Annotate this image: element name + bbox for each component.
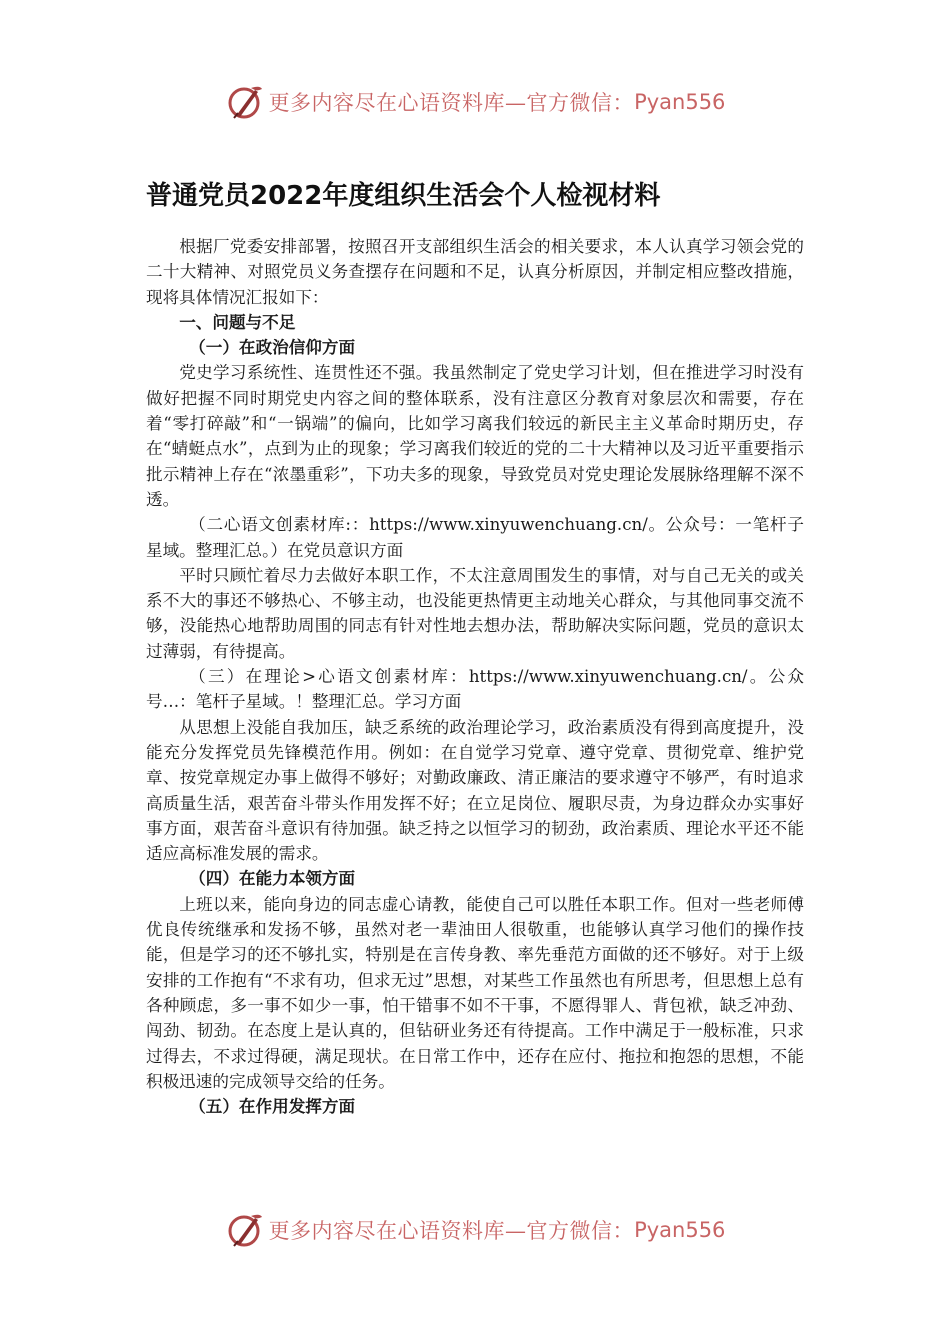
subsection-heading: （二心语文创素材库:：https://www.xinyuwenchuang.cn/。公众号：一笔杆子星域。整理汇总。）在党员意识方面 (146, 515, 804, 560)
banner-text: 更多内容尽在心语资料库—官方微信： (268, 1219, 635, 1243)
subsection-heading: （五）在作用发挥方面 (189, 1096, 356, 1117)
subsection-heading: （四）在能力本领方面 (189, 868, 356, 889)
body-paragraph: 从思想上没能自我加压，缺乏系统的政治理论学习，政治素质没有得到高度提升，没能充分发挥党员先锋模范作用。例如：在自觉学习党章、遵守党章、贯彻党章、维护党章、按党章规定办事上做得不够好；对勤政廉政、清正廉洁的要求遵守不够严，有时追求高质量生活，艰苦奋斗带头作用发挥不好；在立足岗位、履职尽责，为身边群众办实事好事方面，艰苦奋斗意识有待加强。缺乏持之以恒学习的韧劲，政治素质、理论水平还不能适应高标准发展的需求。 (146, 717, 804, 864)
intro-paragraph: 根据厂党委安排部署，按照召开支部组织生活会的相关要求，本人认真学习领会党的二十大精神、对照党员义务查摆存在问题和不足，认真分析原因，并制定相应整改措施，现将具体情况汇报如下： (146, 237, 804, 307)
body-paragraph: 平时只顾忙着尽力去做好本职工作，不太注意周围发生的事情，对与自己无关的或关系不大的事还不够热心、不够主动，也没能更热情更主动地关心群众，与其他同事交流不够，没能热心地帮助周围的同志有针对性地去想办法，帮助解决实际问题，党员的意识太过薄弱，有待提高。 (146, 565, 804, 661)
document-title: 普通党员2022年度组织生活会个人检视材料 (146, 181, 661, 211)
header-watermark-banner (0, 80, 950, 124)
banner-text: 更多内容尽在心语资料库—官方微信： (268, 91, 635, 115)
section-heading: 一、问题与不足 (179, 311, 296, 332)
document-body (146, 234, 804, 1119)
footer-watermark-banner (0, 1208, 950, 1252)
banner-wechat-id: Pyan556 (634, 1218, 726, 1242)
quill-logo-icon (225, 1210, 265, 1250)
body-paragraph: 上班以来，能向身边的同志虚心请教，能使自己可以胜任本职工作。但对一些老师傅优良传统继承和发扬不够，虽然对老一辈油田人很敬重，也能够认真学习他们的操作技能，但是学习的还不够扎实，特别是在言传身教、率先垂范方面做的还不够好。对于上级安排的工作抱有“不求有功，但求无过”思想，对某些工作虽然也有所思考，但思想上总有各种顾虑，多一事不如少一事，怕干错事不如不干事，不愿得罪人、背包袱，缺乏冲劲、闯劲、韧劲。在态度上是认真的，但钻研业务还有待提高。工作中满足于一般标准，只求过得去，不求过得硬，满足现状。在日常工作中，还存在应付、拖拉和抱怨的思想，不能积极迅速的完成领导交给的任务。 (146, 894, 804, 1091)
subsection-heading: （一）在政治信仰方面 (189, 337, 356, 358)
subsection-heading: （三）在理论>心语文创素材库：https://www.xinyuwenchuang.cn/。公众号…：笔杆子星域。！整理汇总。学习方面 (146, 667, 804, 712)
body-paragraph: 党史学习系统性、连贯性还不强。我虽然制定了党史学习计划，但在推进学习时没有做好把握不同时期党史内容之间的整体联系，没有注意区分教育对象层次和需要，存在着“零打碎敲”和“一锅端”的偏向，比如学习离我们较远的新民主主义革命时期历史，存在“蜻蜓点水”，点到为止的现象；学习离我们较近的党的二十大精神以及习近平重要指示批示精神上存在“浓墨重彩”，下功夫多的现象，导致党员对党史理论发展脉络理解不深不透。 (146, 363, 804, 509)
quill-logo-icon (225, 82, 265, 122)
banner-wechat-id: Pyan556 (634, 90, 726, 114)
